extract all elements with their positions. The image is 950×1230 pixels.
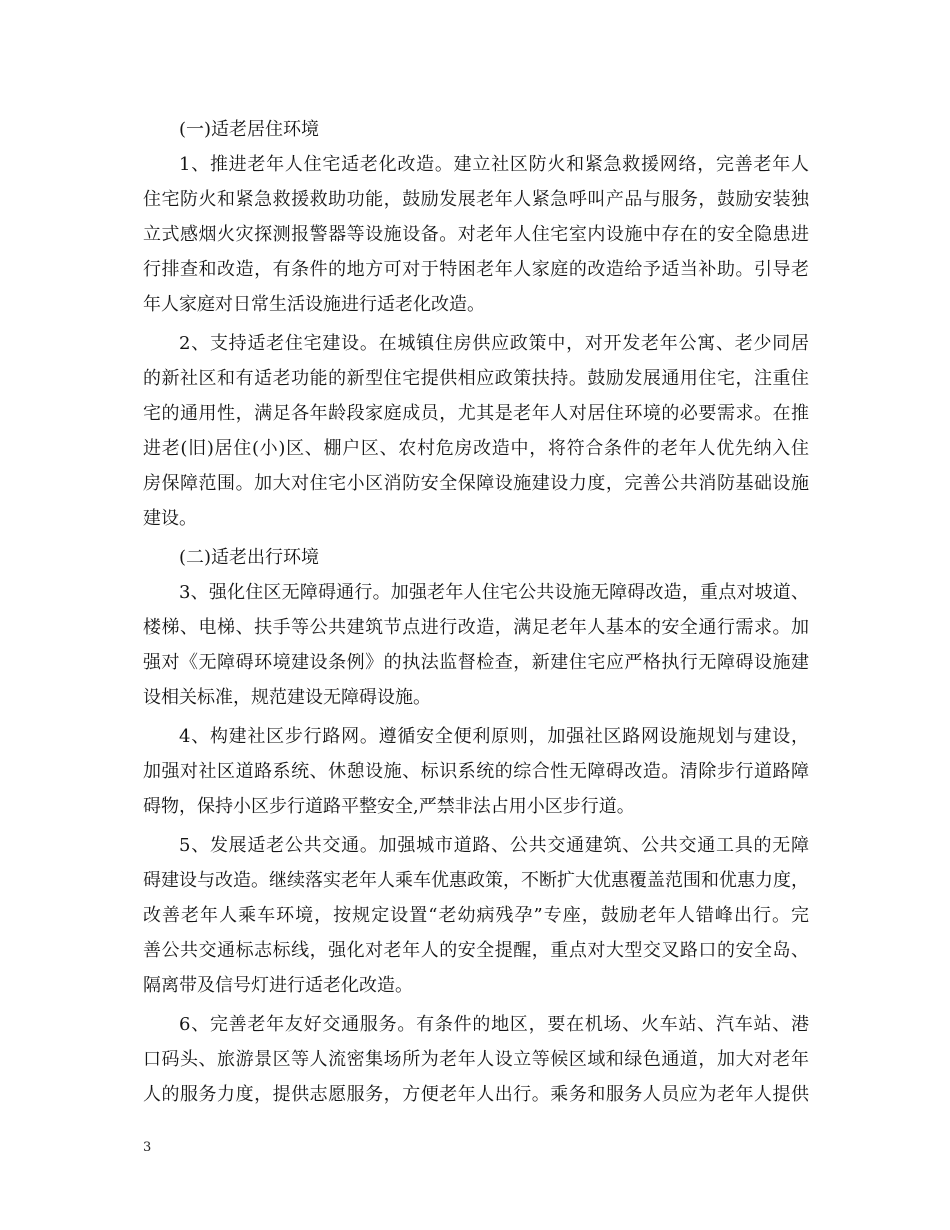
text-line: 6、完善老年友好交通服务。有条件的地区，要在机场、火车站、汽车站、港 (179, 1014, 809, 1035)
text-line: 5、发展适老公共交通。加强城市道路、公共交通建筑、公共交通工具的无障 (179, 835, 809, 856)
text-line: 口码头、旅游景区等人流密集场所为老年人设立等候区域和绿色通道，加大对老年 (143, 1049, 809, 1070)
text-line: 立式感烟火灾探测报警器等设施设备。对老年人住宅室内设施中存在的安全隐患进 (143, 224, 809, 245)
text-line: 碍建设与改造。继续落实老年人乘车优惠政策，不断扩大优惠覆盖范围和优惠力度， (143, 870, 809, 891)
text-line: 建设。 (143, 508, 197, 529)
paragraph (143, 828, 809, 1003)
paragraph (143, 719, 809, 824)
paragraph (143, 1007, 809, 1112)
text-line: 改善老年人乘车环境，按规定设置“老幼病残孕”专座，鼓励老年人错峰出行。完 (143, 905, 809, 926)
page-number: 3 (143, 1140, 152, 1155)
section-heading-text: (二)适老出行环境 (179, 547, 320, 568)
paragraph (143, 326, 809, 536)
text-line: 设相关标准，规范建设无障碍设施。 (143, 687, 431, 708)
text-line: 强对《无障碍环境建设条例》的执法监督检查，新建住宅应严格执行无障碍设施建 (143, 652, 809, 673)
text-line: 年人家庭对日常生活设施进行适老化改造。 (143, 294, 485, 315)
text-line: 隔离带及信号灯进行适老化改造。 (143, 975, 413, 996)
text-line: 3、强化住区无障碍通行。加强老年人住宅公共设施无障碍改造，重点对坡道、 (179, 582, 809, 603)
paragraph (143, 147, 809, 322)
section-heading (143, 112, 809, 147)
paragraph (143, 575, 809, 715)
text-line: 2、支持适老住宅建设。在城镇住房供应政策中，对开发老年公寓、老少同居 (179, 333, 809, 354)
text-line: 4、构建社区步行路网。遵循安全便利原则，加强社区路网设施规划与建设， (179, 726, 809, 747)
text-line: 人的服务力度，提供志愿服务，方便老年人出行。乘务和服务人员应为老年人提供 (143, 1084, 809, 1105)
text-line: 住宅防火和紧急救援救助功能，鼓励发展老年人紧急呼叫产品与服务，鼓励安装独 (143, 189, 809, 210)
text-line: 1、推进老年人住宅适老化改造。建立社区防火和紧急救援网络，完善老年人 (179, 154, 809, 175)
text-line: 宅的通用性，满足各年龄段家庭成员，尤其是老年人对居住环境的必要需求。在推 (143, 403, 809, 424)
section-heading-text: (一)适老居住环境 (179, 119, 320, 140)
text-line: 行排查和改造，有条件的地方可对于特困老年人家庭的改造给予适当补助。引导老 (143, 259, 809, 280)
section-heading (143, 540, 809, 575)
text-line: 的新社区和有适老功能的新型住宅提供相应政策扶持。鼓励发展通用住宅，注重住 (143, 368, 809, 389)
text-line: 碍物，保持小区步行道路平整安全,严禁非法占用小区步行道。 (143, 796, 635, 817)
text-line: 进老(旧)居住(小)区、棚户区、农村危房改造中，将符合条件的老年人优先纳入住 (143, 438, 809, 459)
text-line: 楼梯、电梯、扶手等公共建筑节点进行改造，满足老年人基本的安全通行需求。加 (143, 617, 809, 638)
text-line: 加强对社区道路系统、休憩设施、标识系统的综合性无障碍改造。清除步行道路障 (143, 761, 809, 782)
text-line: 善公共交通标志标线，强化对老年人的安全提醒，重点对大型交叉路口的安全岛、 (143, 940, 809, 961)
document-body (143, 112, 809, 1116)
text-line: 房保障范围。加大对住宅小区消防安全保障设施建设力度，完善公共消防基础设施 (143, 473, 809, 494)
